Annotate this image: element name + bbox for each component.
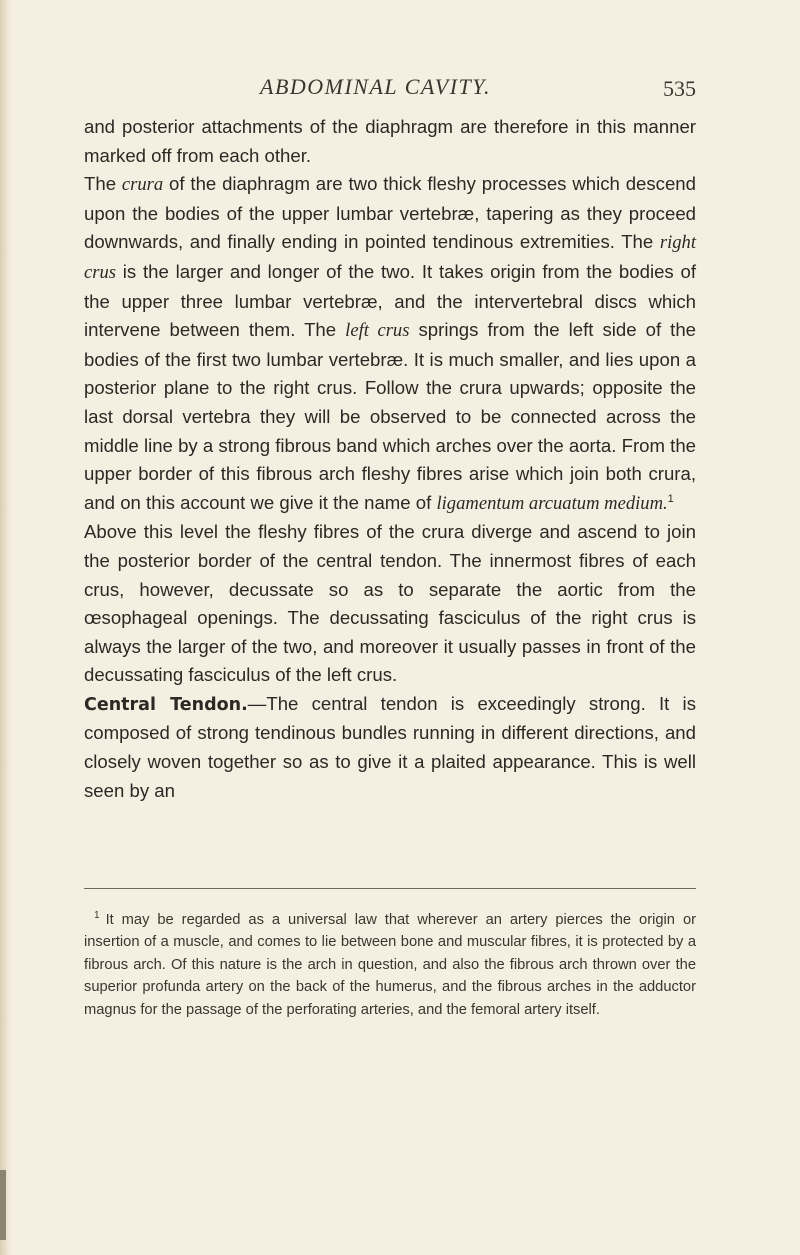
paragraph-4	[84, 690, 696, 805]
term-left-crus: left crus	[345, 320, 410, 342]
section-heading-central-tendon: Central Tendon.	[84, 694, 248, 715]
p2-text-a: of the diaphragm are two thick fleshy processes which descend upon the bodies of the upper lumbar vertebræ, tapering as they proceed downwards, and finally ending in pointed tendinous extremities. The	[84, 173, 696, 253]
page-header	[84, 74, 696, 104]
page-gutter-shadow	[0, 0, 12, 1255]
paragraph-3: Above this level the fleshy fibres of the crura diverge and ascend to join the posterior border of the central tendon. The innermost fibres of each crus, however, decussate so as to separate the aortic from the œsophageal openings. The decussating fasciculus of the right crus is always the larger of the two, and moreover it usually passes in front of the decussating fasciculus of the left crus.	[84, 521, 696, 686]
paragraph-2	[84, 170, 696, 518]
term-ligamentum: ligamentum arcuatum medium.	[436, 492, 668, 514]
footnote-text: It may be regarded as a universal law that wherever an artery pierces the origin or insertion of a muscle, and comes to lie between bone and muscular fibres, it is protected by a fibrous arch. Of this nature is the arch in question, and also the fibrous arch thrown over the superior profunda artery on the back of the humerus, and the fibrous arches in the adductor magnus for the passage of the perforating arteries, and the femoral artery itself.	[84, 911, 696, 1018]
footnote-mark: 1	[94, 910, 100, 921]
footnote	[84, 905, 696, 1021]
footnote-ref: 1	[667, 492, 674, 505]
page-number: 535	[663, 76, 696, 101]
running-head: ABDOMINAL CAVITY.	[260, 74, 491, 99]
footnote-rule	[84, 888, 696, 889]
body-text	[84, 113, 696, 805]
binding-mark	[0, 1170, 6, 1240]
p4-text: —The central tendon is exceedingly strong. It is composed of strong tendinous bundles running in different directions, and closely woven together so as to give it a plaited appearance. This is well seen by an	[84, 692, 696, 801]
term-right-crus: right crus	[84, 232, 696, 283]
paragraph-1: and posterior attachments of the diaphragm are therefore in this manner marked off from each other.	[84, 116, 696, 166]
p2-text-c: springs from the left side of the bodies of the first two lumbar vertebræ. It is much smaller, and lies upon a posterior plane to the right crus. Follow the crura upwards; opposite the last dorsal vertebra they will be observed to be connected across the middle line by a strong fibrous band which arches over the aorta. From the upper border of this fibrous arch fleshy fibres arise which join both crura, and on this account we give it the name of	[84, 319, 696, 513]
p2-text-b: is the larger and longer of the two. It takes origin from the bodies of the upper three lumbar vertebræ, and the intervertebral discs which intervene between them. The	[84, 260, 696, 341]
p2-text-pre: The	[84, 173, 122, 195]
term-crura: crura	[121, 174, 164, 196]
